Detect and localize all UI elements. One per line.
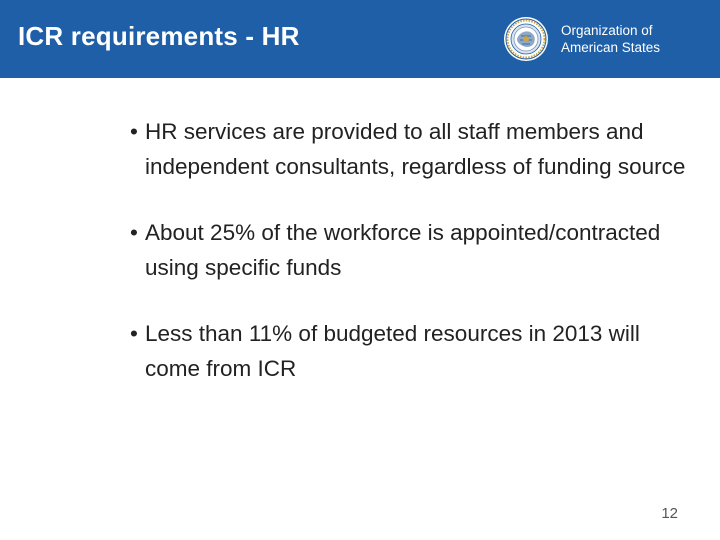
bullet-dot-icon: • (130, 119, 138, 144)
bullet-item-workforce (130, 215, 690, 285)
oas-seal-icon (503, 16, 549, 62)
oas-logo (503, 14, 660, 64)
bullet-list (130, 114, 690, 386)
header-bar (0, 0, 720, 78)
slide-title: ICR requirements - HR (18, 21, 300, 51)
bullet-text: About 25% of the workforce is appointed/contracted using specific funds (145, 220, 661, 280)
oas-wordmark-line2: American States (561, 40, 661, 55)
bullet-item-budget (130, 316, 690, 386)
oas-wordmark (561, 22, 660, 56)
bullet-dot-icon: • (130, 220, 138, 245)
bullet-text: HR services are provided to all staff members and independent consultants, regardless of funding source (145, 119, 686, 179)
bullet-text: Less than 11% of budgeted resources in 2013 will come from ICR (145, 321, 640, 381)
oas-wordmark-line1: Organization of (561, 23, 653, 38)
bullet-dot-icon: • (130, 321, 138, 346)
bullet-item-hr-services (130, 114, 690, 184)
page-number: 12 (661, 505, 678, 522)
